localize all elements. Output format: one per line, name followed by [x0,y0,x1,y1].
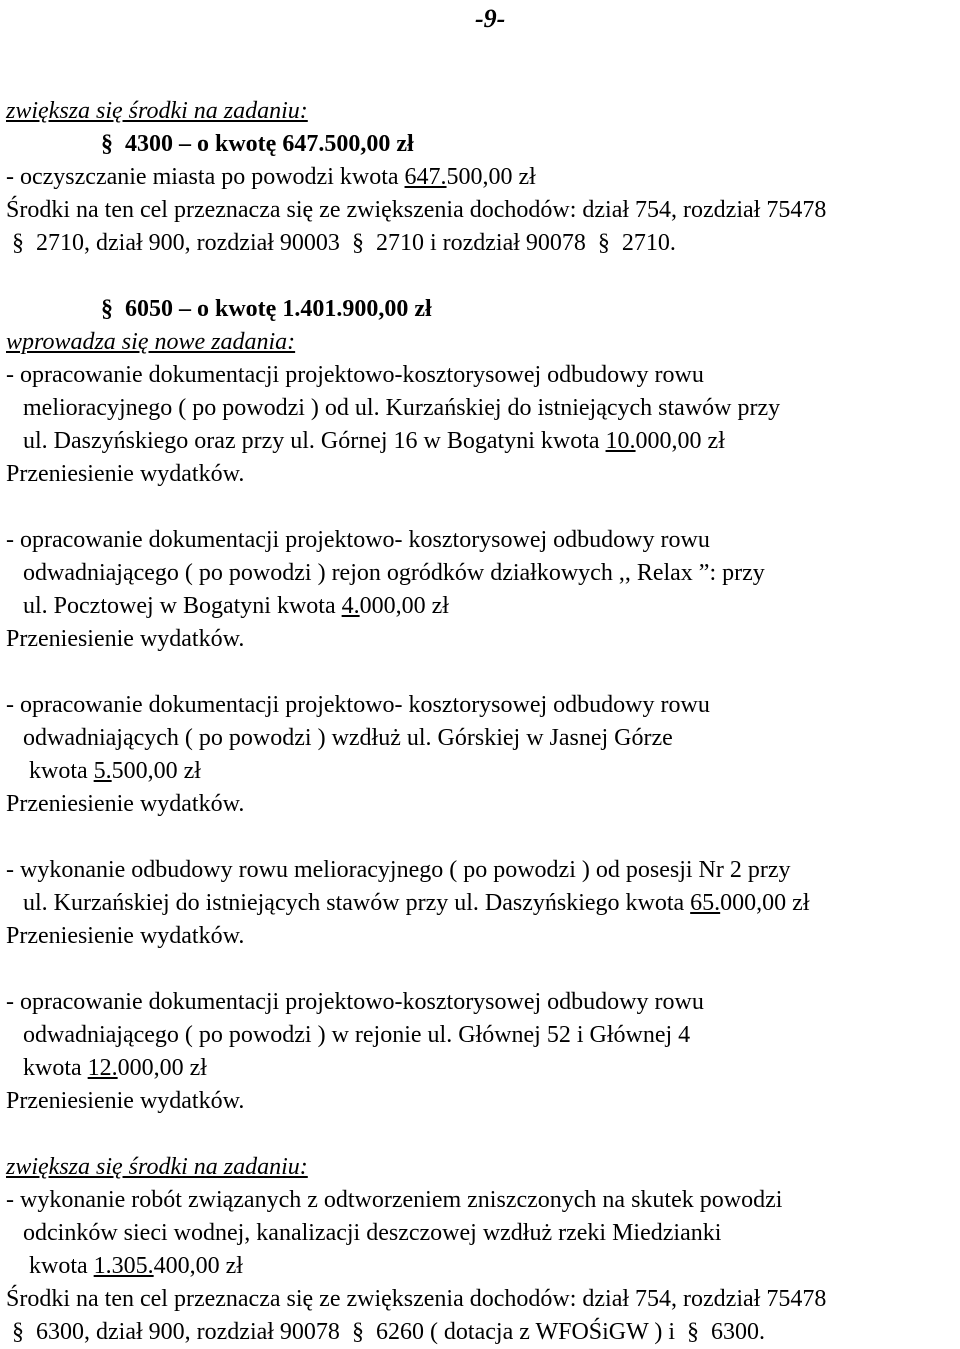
transfer-note: Przeniesienie wydatków. [6,461,245,487]
text-line: Środki na ten cel przeznacza się ze zwiększenia dochodów: dział 754, rozdział 75478 [6,1286,827,1312]
paragraph-sign-icon: § [12,230,24,256]
transfer-note: Przeniesienie wydatków. [6,626,245,652]
paragraph-sign-icon: § [597,230,610,256]
text-line: § 6300, dział 900, rozdział 90078 § 6260 ( dotacja z WFOŚiGW ) i § 6300. [6,1316,765,1349]
text-line: ul. Daszyńskiego oraz przy ul. Górnej 16 w Bogatyni kwota 10.000,00 zł [23,428,725,454]
text-line: kwota 5.500,00 zł [29,758,201,784]
text-line: Środki na ten cel przeznacza się ze zwiększenia dochodów: dział 754, rozdział 75478 [6,197,827,223]
section-heading-increase: zwiększa się środki na zadaniu: [6,98,308,124]
item-4300-text: 4300 – o kwotę 647.500,00 zł [125,131,414,157]
text-line: kwota 1.305.400,00 zł [29,1253,243,1279]
text-line: - oczyszczanie miasta po powodzi kwota 647.500,00 zł [6,164,536,190]
page-number: -9- [475,4,506,33]
section-heading-new-tasks: wprowadza się nowe zadania: [6,329,296,355]
text-line: kwota 12.000,00 zł [23,1055,207,1081]
text-line: odwadniającego ( po powodzi ) rejon ogródków działkowych ,, Relax ”: przy [23,560,765,586]
text-line: - opracowanie dokumentacji projektowo-kosztorysowej odbudowy rowu [6,362,704,388]
transfer-note: Przeniesienie wydatków. [6,1088,245,1114]
paragraph-sign-icon: § [351,230,364,256]
paragraph-sign-icon: § [687,1319,699,1345]
paragraph-sign-icon: § [101,296,113,322]
text-line: - opracowanie dokumentacji projektowo- kosztorysowej odbudowy rowu [6,692,710,718]
item-4300 [95,128,414,161]
text-line: odwadniających ( po powodzi ) wzdłuż ul. Górskiej w Jasnej Górze [23,725,673,751]
paragraph-sign-icon: § [12,1319,24,1345]
item-6050 [95,293,432,326]
text-line: - opracowanie dokumentacji projektowo- kosztorysowej odbudowy rowu [6,527,710,553]
transfer-note: Przeniesienie wydatków. [6,791,245,817]
transfer-note: Przeniesienie wydatków. [6,923,245,949]
text-line: odwadniającego ( po powodzi ) w rejonie ul. Głównej 52 i Głównej 4 [23,1022,691,1048]
text-line: § 2710, dział 900, rozdział 90003 § 2710 i rozdział 90078 § 2710. [6,227,676,260]
text-line: - wykonanie robót związanych z odtworzeniem zniszczonych na skutek powodzi [6,1187,783,1213]
text-line: odcinków sieci wodnej, kanalizacji deszczowej wzdłuż rzeki Miedzianki [23,1220,722,1246]
section-heading-increase: zwiększa się środki na zadaniu: [6,1154,308,1180]
text-line: - wykonanie odbudowy rowu melioracyjnego ( po powodzi ) od posesji Nr 2 przy [6,857,791,883]
text-line: ul. Kurzańskiej do istniejących stawów przy ul. Daszyńskiego kwota 65.000,00 zł [23,890,810,916]
item-6050-text: 6050 – o kwotę 1.401.900,00 zł [125,296,432,322]
text-line: melioracyjnego ( po powodzi ) od ul. Kurzańskiej do istniejących stawów przy [23,395,781,421]
paragraph-sign-icon: § [351,1319,364,1345]
text-line: ul. Pocztowej w Bogatyni kwota 4.000,00 zł [23,593,449,619]
text-line: - opracowanie dokumentacji projektowo-kosztorysowej odbudowy rowu [6,989,704,1015]
paragraph-sign-icon: § [101,131,113,157]
